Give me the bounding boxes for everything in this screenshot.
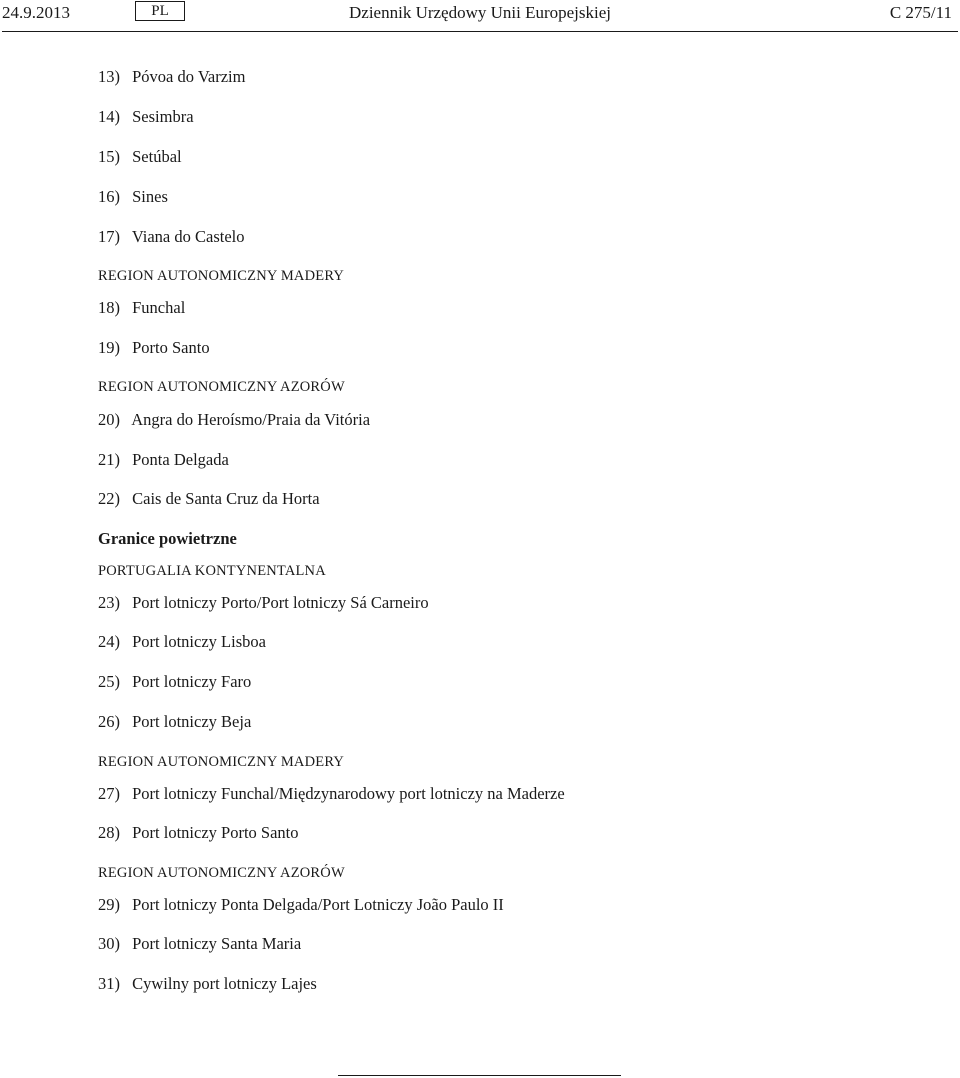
list-item: 20) Angra do Heroísmo/Praia da Vitória bbox=[98, 410, 371, 429]
list-item: 30) Port lotniczy Santa Maria bbox=[98, 934, 302, 953]
region-heading: REGION AUTONOMICZNY MADERY bbox=[98, 754, 345, 770]
list-item: 28) Port lotniczy Porto Santo bbox=[98, 823, 299, 842]
list-item: 29) Port lotniczy Ponta Delgada/Port Lotniczy João Paulo II bbox=[98, 895, 504, 914]
list-item: 26) Port lotniczy Beja bbox=[98, 712, 252, 731]
list-item: 23) Port lotniczy Porto/Port lotniczy Sá Carneiro bbox=[98, 593, 429, 612]
list-item: 17) Viana do Castelo bbox=[98, 227, 245, 246]
publication-date: 24.9.2013 bbox=[2, 3, 70, 22]
list-item: 31) Cywilny port lotniczy Lajes bbox=[98, 974, 317, 993]
page-reference: C 275/11 bbox=[889, 3, 952, 22]
end-divider bbox=[338, 1075, 621, 1076]
page-header bbox=[0, 0, 960, 30]
list-item: 22) Cais de Santa Cruz da Horta bbox=[98, 489, 320, 508]
list-item: 21) Ponta Delgada bbox=[98, 450, 229, 469]
list-item: 15) Setúbal bbox=[98, 147, 182, 166]
list-item: 24) Port lotniczy Lisboa bbox=[98, 632, 266, 651]
section-heading: Granice powietrzne bbox=[98, 529, 237, 548]
list-item: 14) Sesimbra bbox=[98, 107, 194, 126]
list-item: 16) Sines bbox=[98, 187, 168, 206]
journal-title: Dziennik Urzędowy Unii Europejskiej bbox=[349, 3, 612, 22]
region-heading: REGION AUTONOMICZNY MADERY bbox=[98, 268, 345, 284]
list-item: 18) Funchal bbox=[98, 298, 186, 317]
list-item: 19) Porto Santo bbox=[98, 338, 210, 357]
list-item: 13) Póvoa do Varzim bbox=[98, 67, 246, 86]
list-item: 25) Port lotniczy Faro bbox=[98, 672, 252, 691]
region-heading: PORTUGALIA KONTYNENTALNA bbox=[98, 563, 326, 579]
header-divider bbox=[2, 31, 958, 32]
region-heading: REGION AUTONOMICZNY AZORÓW bbox=[98, 865, 345, 881]
list-item: 27) Port lotniczy Funchal/Międzynarodowy port lotniczy na Maderze bbox=[98, 784, 565, 803]
region-heading: REGION AUTONOMICZNY AZORÓW bbox=[98, 379, 345, 395]
language-badge: PL bbox=[135, 1, 185, 21]
